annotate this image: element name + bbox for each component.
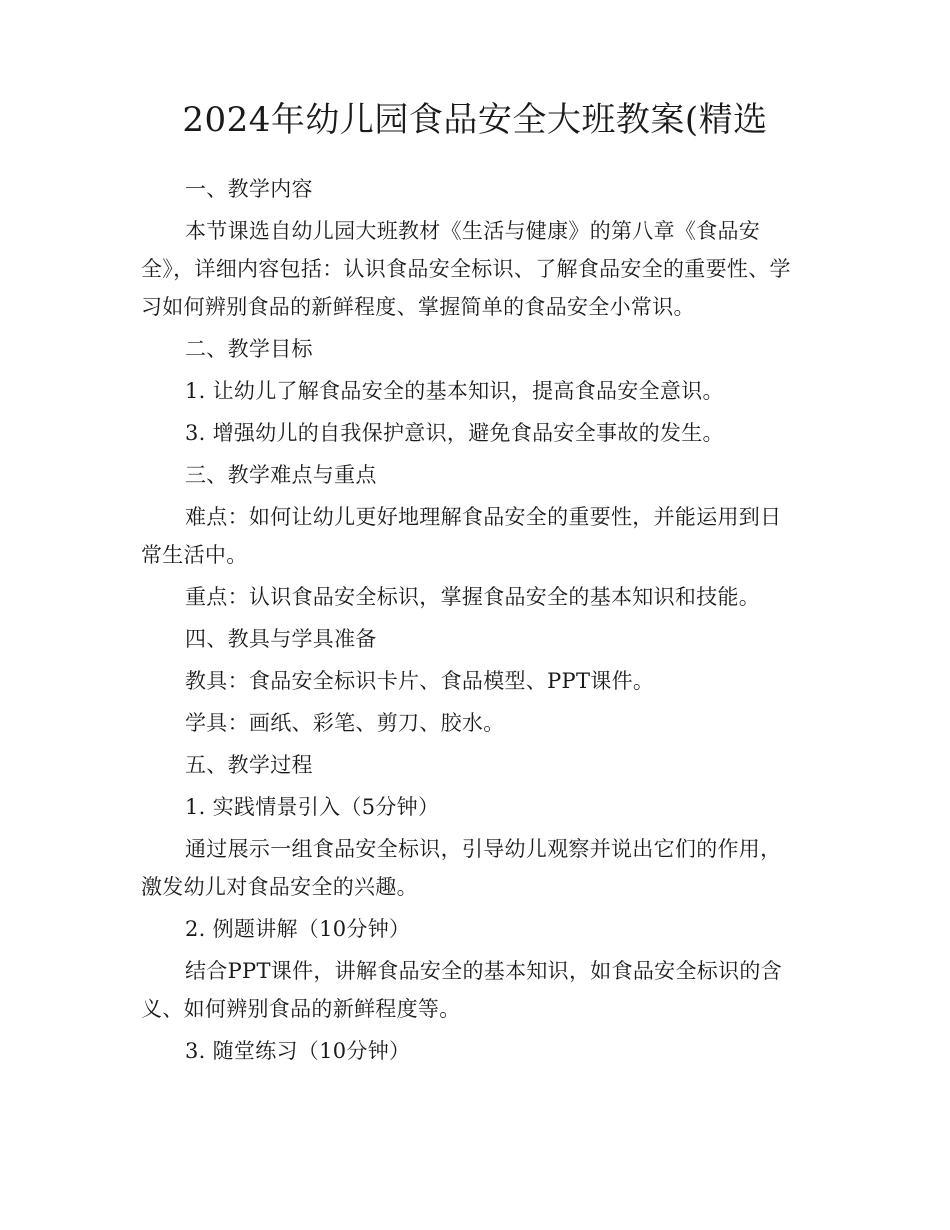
document-body xyxy=(141,170,801,1070)
section-heading: 四、教具与学具准备 xyxy=(185,627,377,651)
section-heading: 一、教学内容 xyxy=(185,177,313,201)
paragraph: 3. 增强幼儿的自我保护意识，避免食品安全事故的发生。 xyxy=(185,421,724,445)
paragraph: 难点：如何让幼儿更好地理解食品安全的重要性，并能运用到日常生活中。 xyxy=(141,505,782,567)
paragraph: 学具：画纸、彩笔、剪刀、胶水。 xyxy=(185,711,505,735)
section-heading: 五、教学过程 xyxy=(185,753,313,777)
paragraph: 3. 随堂练习（10分钟） xyxy=(185,1039,411,1063)
paragraph: 教具：食品安全标识卡片、食品模型、PPT课件。 xyxy=(185,669,655,693)
paragraph: 重点：认识食品安全标识，掌握食品安全的基本知识和技能。 xyxy=(185,585,761,609)
section-heading: 二、教学目标 xyxy=(185,337,313,361)
paragraph: 通过展示一组食品安全标识，引导幼儿观察并说出它们的作用，激发幼儿对食品安全的兴趣。 xyxy=(141,837,782,899)
paragraph: 1. 让幼儿了解食品安全的基本知识，提高食品安全意识。 xyxy=(185,379,724,403)
paragraph: 本节课选自幼儿园大班教材《生活与健康》的第八章《食品安全》，详细内容包括：认识食品安全标识、了解食品安全的重要性、学习如何辨别食品的新鲜程度、掌握简单的食品安全小常识。 xyxy=(141,219,791,319)
section-heading: 三、教学难点与重点 xyxy=(185,463,377,487)
document-title: 2024年幼儿园食品安全大班教案(精选 xyxy=(182,100,768,140)
paragraph: 1. 实践情景引入（5分钟） xyxy=(185,795,440,819)
paragraph: 2. 例题讲解（10分钟） xyxy=(185,917,411,941)
paragraph: 结合PPT课件，讲解食品安全的基本知识，如食品安全标识的含义、如何辨别食品的新鲜程度等。 xyxy=(141,959,782,1021)
